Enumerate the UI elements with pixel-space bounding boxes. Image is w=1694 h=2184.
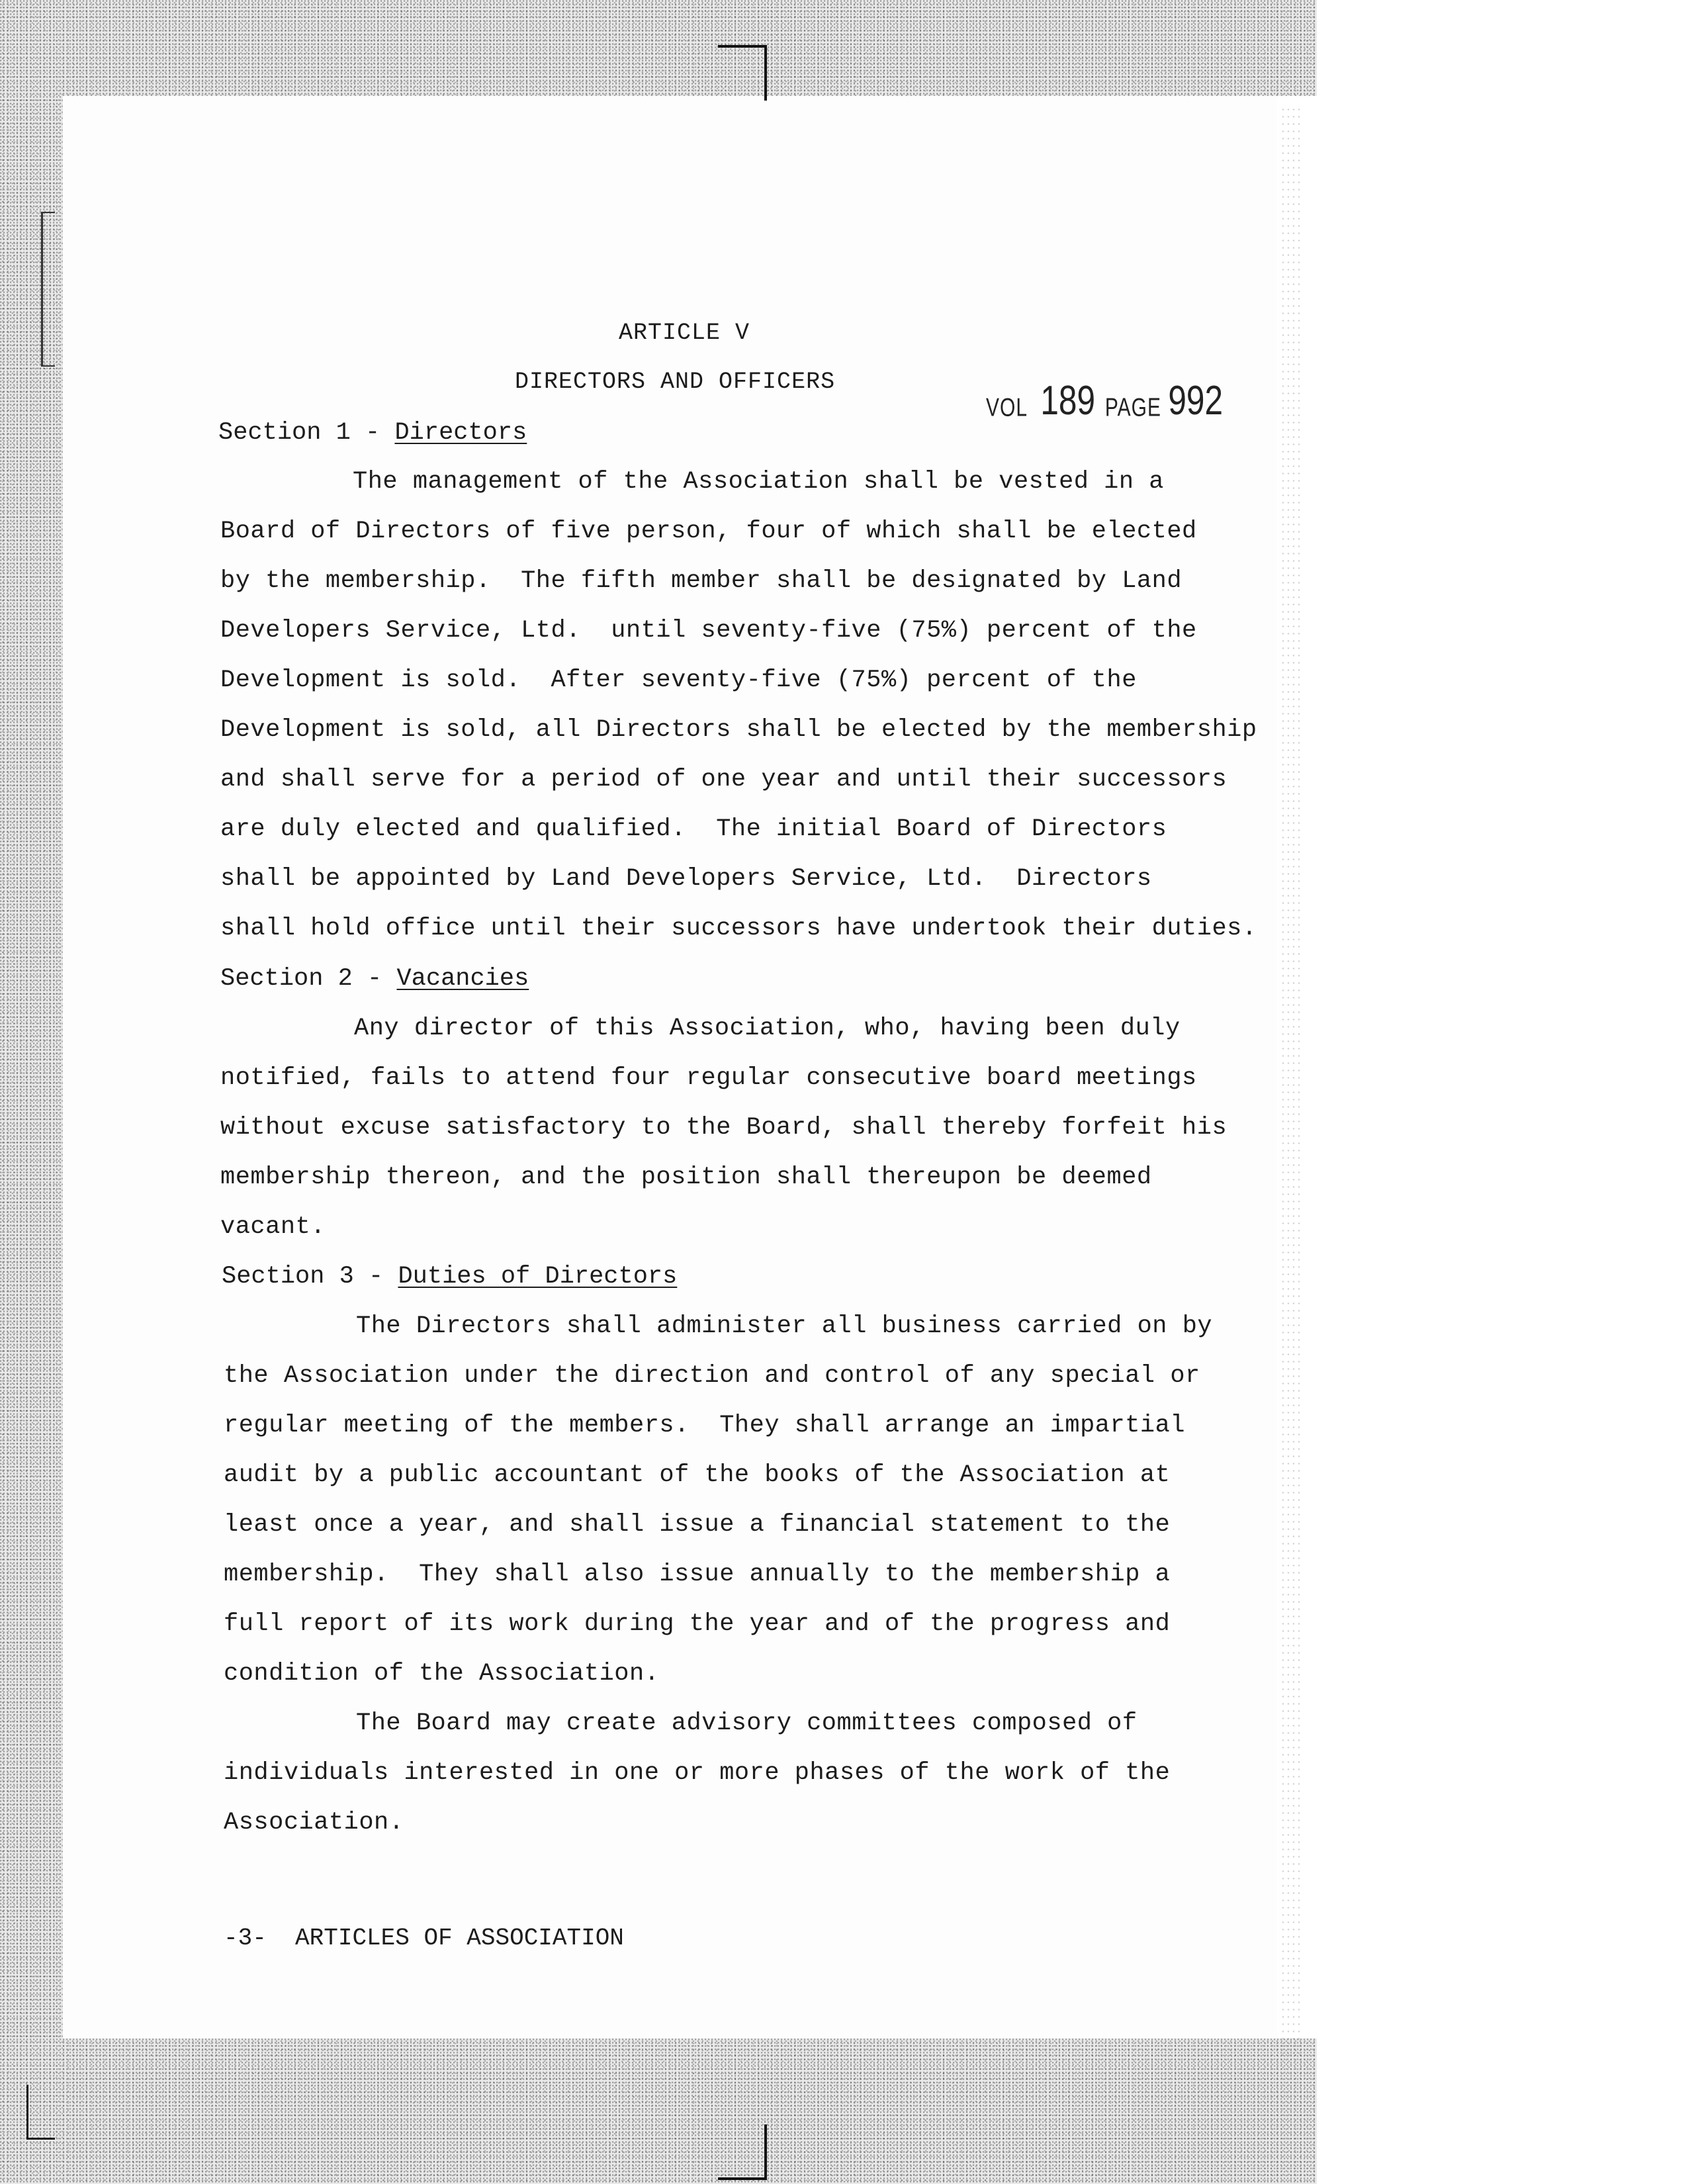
section-1-line: and shall serve for a period of one year and until their successors xyxy=(220,766,1227,794)
section-3-line: full report of its work during the year and of the progress and xyxy=(224,1610,1171,1638)
section-1-line: shall hold office until their successors have undertook their duties. xyxy=(220,915,1257,942)
article-heading: ARTICLE V xyxy=(619,320,750,346)
section-2-line: membership thereon, and the position shall thereupon be deemed xyxy=(220,1163,1152,1191)
crop-mark-bottom-left xyxy=(26,2085,55,2140)
section-1-prefix: Section 1 - xyxy=(218,419,395,447)
stamp-vol-label: VOL xyxy=(986,393,1028,422)
section-3-heading xyxy=(222,1263,677,1291)
section-1-title: Directors xyxy=(394,419,527,447)
section-3-para2-line: The Board may create advisory committees composed of xyxy=(356,1709,1137,1737)
section-3-title: Duties of Directors xyxy=(398,1263,678,1291)
section-2-heading xyxy=(220,965,529,993)
section-3-line: least once a year, and shall issue a financial statement to the xyxy=(224,1511,1171,1539)
section-1-line: by the membership. The fifth member shall be designated by Land xyxy=(220,567,1182,595)
scan-noise-bottom xyxy=(0,2038,1317,2184)
section-2-line: without excuse satisfactory to the Board, shall thereby forfeit his xyxy=(220,1114,1227,1142)
section-3-line: The Directors shall administer all business carried on by xyxy=(356,1312,1213,1340)
recording-stamp xyxy=(986,377,1229,424)
binding-mark-left xyxy=(41,212,55,367)
section-1-line: The management of the Association shall be vested in a xyxy=(353,468,1164,496)
section-1-line: Development is sold, all Directors shall be elected by the membership xyxy=(220,716,1257,744)
section-1-line: are duly elected and qualified. The initial Board of Directors xyxy=(220,815,1167,843)
section-2-line: vacant. xyxy=(220,1213,326,1241)
section-3-line: the Association under the direction and control of any special or xyxy=(224,1362,1200,1390)
section-3-line: membership. They shall also issue annually to the membership a xyxy=(224,1561,1171,1588)
section-1-heading xyxy=(218,419,527,447)
section-3-para2-line: individuals interested in one or more phases of the work of the xyxy=(224,1759,1171,1787)
section-1-line: Board of Directors of five person, four of which shall be elected xyxy=(220,518,1197,545)
stamp-page-number: 992 xyxy=(1168,378,1224,424)
section-2-line: notified, fails to attend four regular consecutive board meetings xyxy=(220,1064,1197,1092)
section-1-line: Developers Service, Ltd. until seventy-five (75%) percent of the xyxy=(220,617,1197,645)
article-title: DIRECTORS AND OFFICERS xyxy=(515,369,836,395)
scan-noise-right xyxy=(1280,106,1300,2058)
section-3-prefix: Section 3 - xyxy=(222,1263,398,1291)
crop-mark-top xyxy=(718,45,767,101)
scan-noise-top xyxy=(0,0,1317,96)
stamp-vol-number: 189 xyxy=(1040,378,1096,424)
stamp-page-label: PAGE xyxy=(1104,393,1161,422)
section-3-line: condition of the Association. xyxy=(224,1660,660,1688)
section-2-line: Any director of this Association, who, having been duly xyxy=(354,1015,1181,1042)
footer-page-number: -3- xyxy=(224,1925,267,1952)
section-3-para2-line: Association. xyxy=(224,1809,404,1837)
section-2-title: Vacancies xyxy=(396,965,529,993)
footer-label: ARTICLES OF ASSOCIATION xyxy=(295,1925,624,1952)
section-3-line: regular meeting of the members. They shall arrange an impartial xyxy=(224,1412,1186,1439)
section-2-prefix: Section 2 - xyxy=(220,965,397,993)
page-footer xyxy=(224,1925,624,1952)
section-1-line: shall be appointed by Land Developers Service, Ltd. Directors xyxy=(220,865,1152,893)
section-1-line: Development is sold. After seventy-five (75%) percent of the xyxy=(220,666,1137,694)
crop-mark-bottom xyxy=(718,2124,767,2180)
section-3-line: audit by a public accountant of the books of the Association at xyxy=(224,1461,1171,1489)
